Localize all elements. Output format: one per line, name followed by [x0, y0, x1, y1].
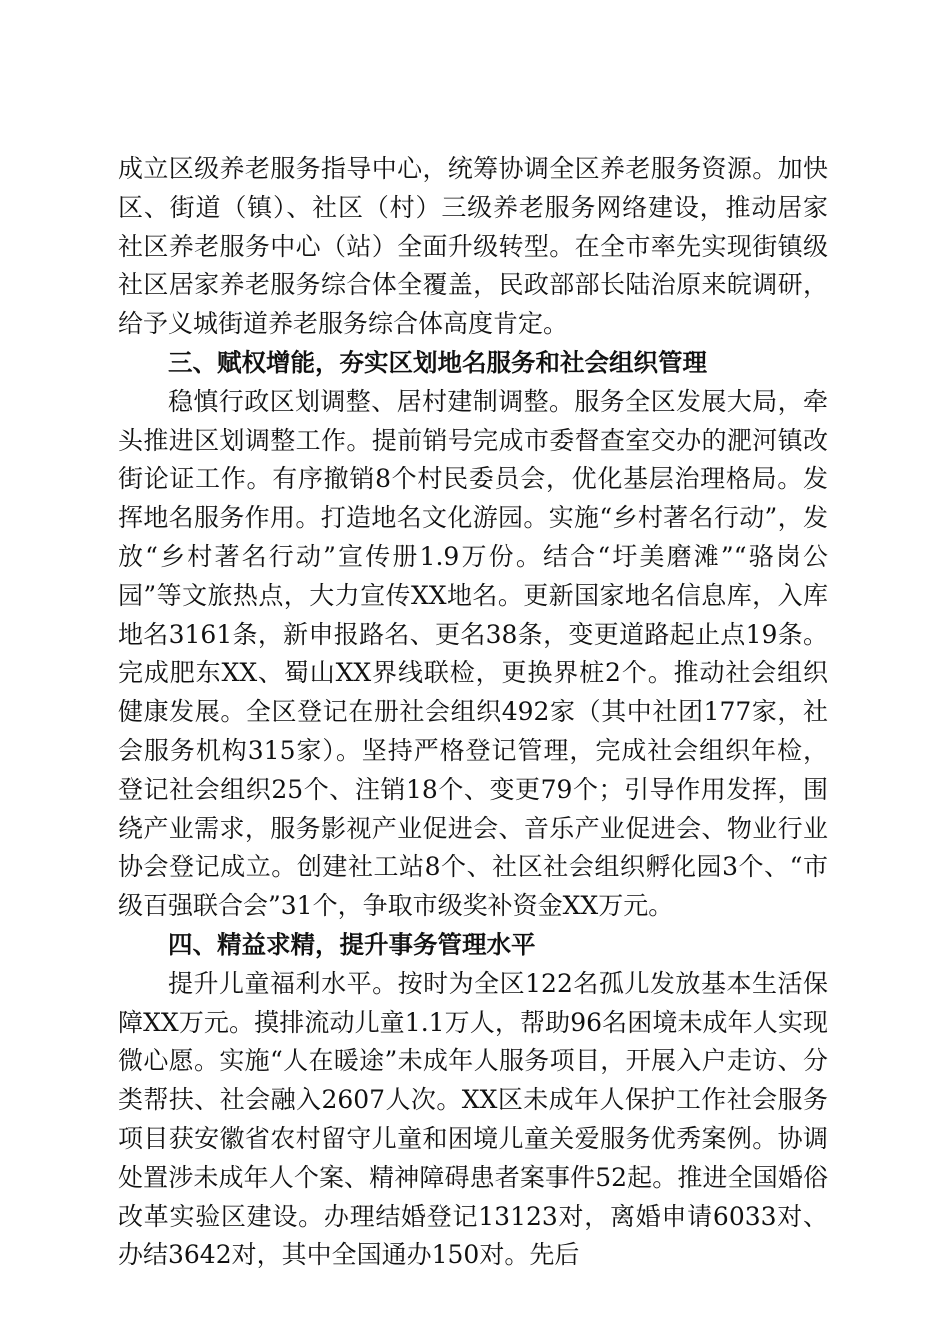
paragraph-elderly-care: 成立区级养老服务指导中心，统筹协调全区养老服务资源。加快区、街道（镇）、社区（村）三级养老服务网络建设，推动居家社区养老服务中心（站）全面升级转型。在全市率先实现街镇级社区居家养老服务综合体全覆盖，民政部部长陆治原来皖调研，给予义城街道养老服务综合体高度肯定。 [118, 154, 828, 339]
document-body [118, 150, 828, 1275]
section-heading-three: 三、赋权增能，夯实区划地名服务和社会组织管理 [168, 347, 707, 377]
paragraph-division-placenames: 稳慎行政区划调整、居村建制调整。服务全区发展大局，牵头推进区划调整工作。提前销号完成市委督查室交办的淝河镇改街论证工作。有序撤销8个村民委员会，优化基层治理格局。发挥地名服务作用。打造地名文化游园。实施“乡村著名行动”，发放“乡村著名行动”宣传册1.9万份。结合“圩美磨滩”“骆岗公园”等文旅热点，大力宣传XX地名。更新国家地名信息库，入库地名3161条，新申报路名、更名38条，变更道路起止点19条。完成肥东XX、蜀山XX界线联检，更换界桩2个。推动社会组织健康发展。全区登记在册社会组织492家（其中社团177家，社会服务机构315家）。坚持严格登记管理，完成社会组织年检，登记社会组织25个、注销18个、变更79个；引导作用发挥，围绕产业需求，服务影视产业促进会、音乐产业促进会、物业行业协会登记成立。创建社工站8个、社区社会组织孵化园3个、“市级百强联合会”31个，争取市级奖补资金XX万元。 [118, 386, 828, 921]
paragraph-child-welfare: 提升儿童福利水平。按时为全区122名孤儿发放基本生活保障XX万元。摸排流动儿童1.1万人，帮助96名困境未成年人实现微心愿。实施“人在暖途”未成年人服务项目，开展入户走访、分类帮扶、社会融入2607人次。XX区未成年人保护工作社会服务项目获安徽省农村留守儿童和困境儿童关爱服务优秀案例。协调处置涉未成年人个案、精神障碍患者案事件52起。推进全国婚俗改革实验区建设。办理结婚登记13123对，离婚申请6033对、办结3642对，其中全国通办150对。先后 [118, 968, 828, 1270]
section-heading-four: 四、精益求精，提升事务管理水平 [168, 929, 536, 959]
